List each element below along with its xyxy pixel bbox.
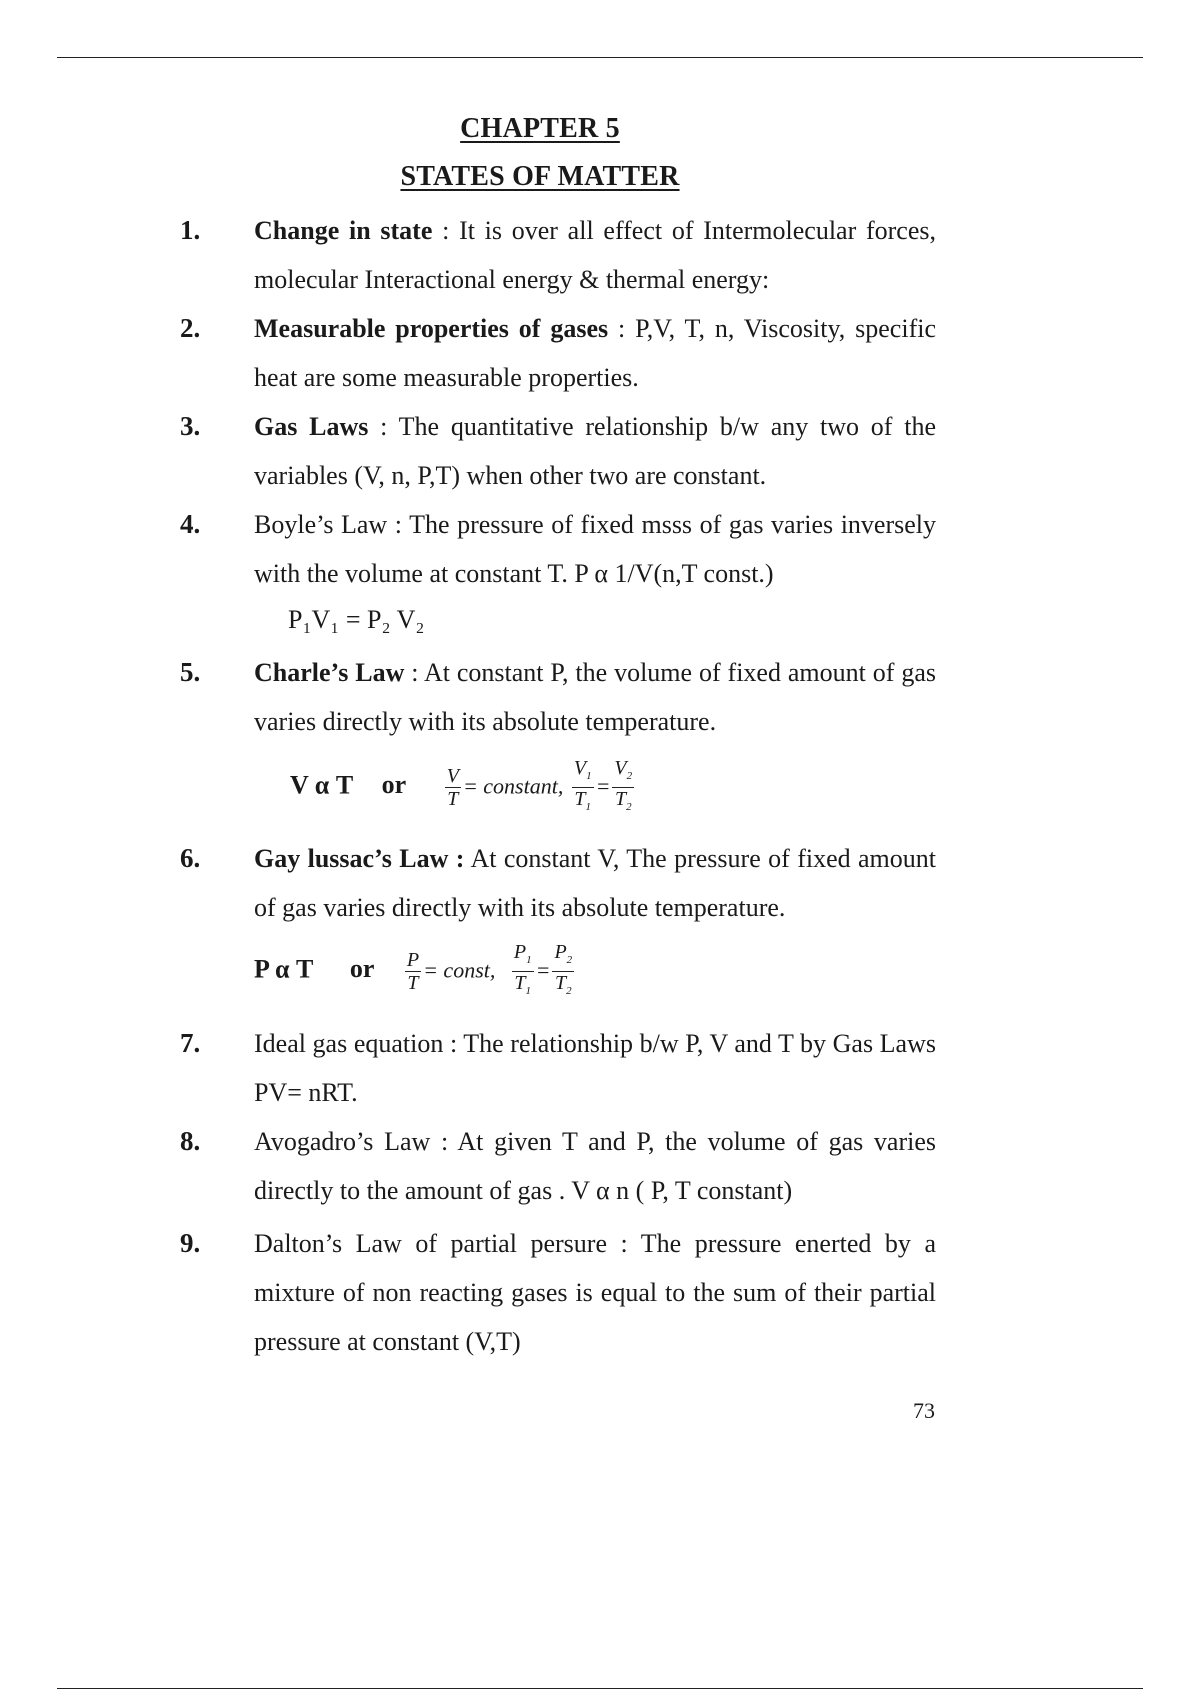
fraction-numerator	[512, 941, 534, 972]
item-body: : P,V, T, n, Viscosity, specific heat are some measurable properties.	[254, 314, 936, 392]
item-body: : It is over all effect of Intermolecular forces, molecular Interactional energy & thermal energy:	[254, 216, 936, 294]
fraction	[405, 949, 421, 994]
item-text	[254, 402, 936, 500]
item-body: Dalton’s Law of partial persure : The pressure enerted by a mixture of non reacting gases is equal to the sum of their partial pressure at constant (V,T)	[254, 1229, 936, 1356]
item-body: At constant V, The pressure of fixed amount of gas varies directly with its absolute temperature.	[254, 844, 936, 922]
top-rule	[57, 57, 1143, 58]
item-number: 9.	[180, 1228, 201, 1258]
denominator-subscript: 2	[566, 985, 572, 997]
bottom-rule	[57, 1688, 1143, 1689]
charles-formula	[290, 757, 636, 818]
denominator-subscript: 1	[525, 985, 532, 997]
denominator-symbol: T	[514, 972, 526, 994]
numerator-symbol: V	[614, 757, 627, 779]
formula-lead: P α T	[254, 954, 314, 984]
numerator-symbol: P	[554, 941, 567, 963]
item-number: 6.	[180, 843, 201, 873]
formula-or: or	[349, 954, 375, 984]
numerator-subscript: 1	[586, 770, 592, 782]
fraction-denominator: T	[447, 788, 459, 810]
page-number: 73	[913, 1398, 935, 1423]
fraction-denominator: T	[407, 972, 419, 994]
item-number: 4.	[180, 509, 201, 539]
item-number: 3.	[180, 411, 201, 441]
denominator-symbol: T	[574, 788, 586, 810]
item-text	[254, 500, 936, 598]
fraction-numerator: P	[406, 949, 420, 971]
item-body: Ideal gas equation : The relationship b/w P, V and T by Gas Laws PV= nRT.	[254, 1029, 936, 1107]
denominator-symbol: T	[555, 972, 567, 994]
fraction	[612, 757, 634, 818]
numerator-subscript: 1	[526, 954, 532, 966]
fraction	[512, 941, 534, 1002]
formula-constant: = constant,	[462, 773, 564, 799]
item-body: Avogadro’s Law : At given T and P, the volume of gas varies directly to the amount of gas . V α n ( P, T constant)	[254, 1127, 936, 1205]
item-text	[254, 206, 936, 304]
item-term: Change in state	[254, 216, 433, 245]
numerator-symbol: V	[573, 757, 587, 779]
fraction-numerator	[552, 941, 574, 972]
item-number: 1.	[180, 215, 201, 245]
fraction	[445, 765, 461, 810]
item-number: 8.	[180, 1126, 201, 1156]
item-term: Measurable properties of gases	[254, 314, 609, 343]
fraction-denominator	[572, 788, 594, 818]
item-term: Gas Laws	[254, 412, 369, 441]
denominator-symbol: T	[614, 788, 627, 810]
gay-lussac-formula	[254, 941, 576, 1002]
fraction-denominator	[612, 788, 634, 818]
fraction	[572, 757, 594, 818]
fraction-numerator: V	[446, 765, 459, 787]
item-body: : The quantitative relationship b/w any two of the variables (V, n, P,T) when other two are constant.	[254, 412, 936, 490]
item-text	[254, 1219, 936, 1366]
item-text	[254, 304, 936, 402]
page-title: STATES OF MATTER	[400, 161, 680, 192]
formula-or: or	[381, 770, 407, 800]
chapter-heading: CHAPTER 5	[460, 113, 620, 144]
formula-lead: V α T	[290, 770, 354, 800]
item-number: 7.	[180, 1028, 201, 1058]
numerator-subscript: 2	[626, 770, 633, 782]
item-text	[254, 1019, 936, 1117]
item-text	[254, 648, 936, 746]
equals-sign: =	[535, 957, 551, 983]
item-number: 2.	[180, 313, 201, 343]
item-number: 5.	[180, 657, 201, 687]
fraction	[552, 941, 574, 1002]
item-term: Charle’s Law	[254, 658, 405, 687]
denominator-subscript: 1	[585, 801, 592, 813]
boyle-formula: P₁V₁ = P₂ V₂	[288, 605, 425, 634]
fraction-denominator	[512, 972, 534, 1002]
numerator-subscript: 2	[566, 954, 573, 966]
numerator-symbol: P	[513, 941, 527, 963]
item-body: Boyle’s Law : The pressure of fixed msss of gas varies inversely with the volume at constant T. P α 1/V(n,T const.)	[254, 510, 936, 588]
item-term: Gay lussac’s Law :	[254, 844, 465, 873]
denominator-subscript: 2	[626, 801, 632, 813]
item-body: : At constant P, the volume of fixed amount of gas varies directly with its absolute temperature.	[254, 658, 936, 736]
item-text	[254, 1117, 936, 1215]
fraction-numerator	[612, 757, 634, 788]
equals-sign: =	[595, 773, 611, 799]
item-text	[254, 834, 936, 932]
formula-constant: = const,	[423, 957, 496, 983]
fraction-denominator	[552, 972, 574, 1002]
fraction-numerator	[572, 757, 594, 788]
